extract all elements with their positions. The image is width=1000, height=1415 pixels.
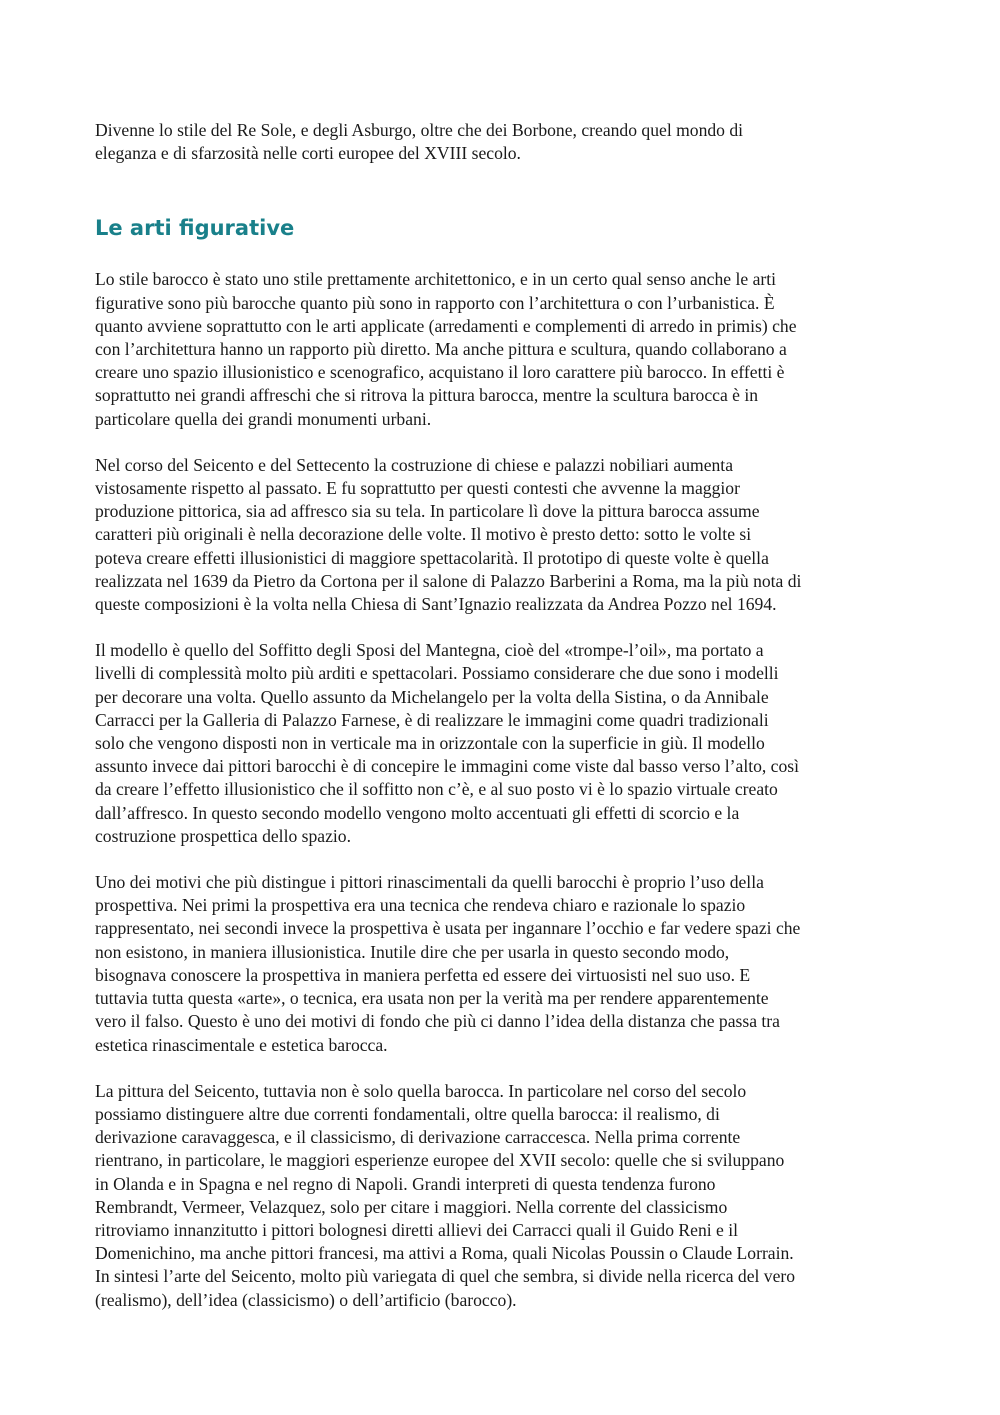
body-paragraph: La pittura del Seicento, tuttavia non è solo quella barocca. In particolare nel corso del secolo possiamo distinguere altre due correnti fondamentali, oltre quella barocca: il realismo, di derivazione caravaggesca, e il classicismo, di derivazione carraccesca. Nella prima corrente rientrano, in particolare, le maggiori esperienze europee del XVII secolo: quelle che si sviluppano in Olanda e in Spagna e nel regno di Napoli. Grandi interpreti di questa tendenza furono Rembrandt, Vermeer, Velazquez, solo per citare i maggiori. Nella corrente del classicismo ritroviamo innanzitutto i pittori bolognesi diretti allievi dei Carracci quali il Guido Reni e il Domenichino, ma anche pittori francesi, ma attivi a Roma, quali Nicolas Poussin o Claude Lorrain. In sintesi l’arte del Seicento, molto più variegata di quel che sembra, si divide nella ricerca del vero (realismo), dell’idea (classicismo) o dell’artificio (barocco).	[95, 1080, 796, 1310]
section-heading: Le arti figurative	[95, 216, 295, 241]
body-paragraph: Lo stile barocco è stato uno stile prettamente architettonico, e in un certo qual senso anche le arti figurative sono più barocche quanto più sono in rapporto con l’architettura o con l’urbanistica. È quanto avviene soprattutto con le arti applicate (arredamenti e complementi di arredo in primis) che con l’architettura hanno un rapporto più diretto. Ma anche pittura e scultura, quando collaborano a creare uno spazio illusionistico e scenografico, acquistano il loro carattere più barocco. In effetti è soprattutto nei grandi affreschi che si ritrova la pittura barocca, mentre la scultura barocca è in particolare quella dei grandi monumenti urbani.	[95, 269, 797, 429]
body-paragraph: Nel corso del Seicento e del Settecento la costruzione di chiese e palazzi nobiliari aumenta vistosamente rispetto al passato. E fu soprattutto per questi contesti che avvenne la maggior produzione pittorica, sia ad affresco sia su tela. In particolare lì dove la pittura barocca assume caratteri più originali è nella decorazione delle volte. Il motivo è presto detto: sotto le volte si poteva creare effetti illusionistici di maggiore spettacolarità. Il prototipo di queste volte è quella realizzata nel 1639 da Pietro da Cortona per il salone di Palazzo Barberini a Roma, ma la più nota di queste composizioni è la volta nella Chiesa di Sant’Ignazio realizzata da Andrea Pozzo nel 1694.	[95, 454, 802, 615]
body-paragraph: Uno dei motivi che più distingue i pittori rinascimentali da quelli barocchi è proprio l’uso della prospettiva. Nei primi la prospettiva era una tecnica che rendeva chiaro e razionale lo spazio rappresentato, nei secondi invece la prospettiva è usata per ingannare l’occhio e far vedere spazi che non esistono, in maniera illusionistica. Inutile dire che per usarla in questo secondo modo, bisognava conoscere la prospettiva in maniera perfetta ed essere dei virtuosisti nel suo uso. E tuttavia tutta questa «arte», o tecnica, era usata non per la verità ma per rendere apparentemente vero il falso. Questo è uno dei motivi di fondo che più ci danno l’idea della distanza che passa tra estetica rinascimentale e estetica barocca.	[95, 872, 801, 1055]
document-content	[95, 119, 910, 1335]
body-paragraph: Il modello è quello del Soffitto degli Sposi del Mantegna, cioè del «trompe-l’oil», ma portato a livelli di complessità molto più arditi e spettacolari. Possiamo considerare che due sono i modelli per decorare una volta. Quello assunto da Michelangelo per la volta della Sistina, o da Annibale Carracci per la Galleria di Palazzo Farnese, è di realizzare le immagini come quadri tradizionali solo che vengono disposti non in verticale ma in orizzontale con la superficie in giù. Il modello assunto invece dai pittori barocchi è di concepire le immagini come viste dal basso verso l’alto, così da creare l’effetto illusionistico che il soffitto non c’è, e al suo posto vi è lo spazio virtuale creato dall’affresco. In questo secondo modello vengono molto accentuati gli effetti di scorcio e la costruzione prospettica dello spazio.	[95, 640, 800, 846]
intro-paragraph: Divenne lo stile del Re Sole, e degli Asburgo, oltre che dei Borbone, creando quel mondo di eleganza e di sfarzosità nelle corti europee del XVIII secolo.	[95, 120, 744, 164]
